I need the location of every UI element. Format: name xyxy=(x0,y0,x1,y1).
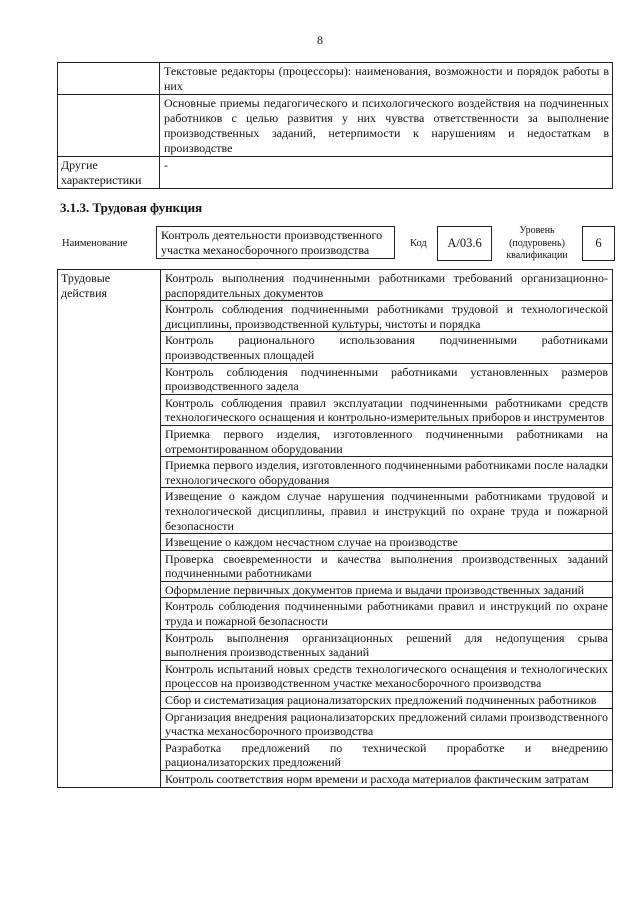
row-label xyxy=(58,63,160,95)
labor-action-item: Организация внедрения рационализаторских предложений силами производственного участка механосборочного производства xyxy=(161,708,613,739)
labor-action-item: Контроль соблюдения правил эксплуатации подчиненными работниками средств технологического оснащения и контрольно-измерительных приборов и инструментов xyxy=(161,394,613,425)
labor-action-item: Проверка своевременности и качества выполнения производственных заданий подчиненными работниками xyxy=(161,550,613,581)
level-label: Уровень (подуровень) квалификации xyxy=(506,225,568,261)
table-row xyxy=(58,63,613,95)
labor-action-item: Контроль соблюдения подчиненными работниками трудовой и технологической дисциплины, производственной культуры, чистоты и порядка xyxy=(161,301,613,332)
labor-action-item: Контроль испытаний новых средств технологического оснащения и технологических процессов на производственном участке механосборочного производства xyxy=(161,660,613,691)
labor-action-item: Приемка первого изделия, изготовленного подчиненными работниками на отремонтированном оборудовании xyxy=(161,425,613,456)
labor-action-item: Извещение о каждом несчастном случае на производстве xyxy=(161,534,613,551)
table-row xyxy=(58,157,613,189)
row-label xyxy=(58,95,160,157)
page-number: 8 xyxy=(317,33,323,47)
name-label: Наименование xyxy=(62,238,128,249)
table-row xyxy=(58,95,613,157)
labor-action-item: Оформление первичных документов приема и выдачи производственных заданий xyxy=(161,581,613,598)
row-text: - xyxy=(160,157,613,189)
knowledge-table xyxy=(57,62,613,189)
section-title: 3.1.3. Трудовая функция xyxy=(60,200,203,215)
row-text: Текстовые редакторы (процессоры): наименования, возможности и порядок работы в них xyxy=(160,63,613,95)
labor-action-item: Контроль рационального использования подчиненными работниками производственных площадей xyxy=(161,332,613,363)
table-row xyxy=(58,270,613,301)
code-label: Код xyxy=(410,238,427,249)
labor-action-item: Контроль соблюдения подчиненными работниками правил и инструкций по охране труда и пожарной безопасности xyxy=(161,598,613,629)
code-box: А/03.6 xyxy=(437,226,492,261)
row-label: Другие характеристики xyxy=(58,157,160,189)
labor-action-item: Контроль соответствия норм времени и расхода материалов фактическим затратам xyxy=(161,771,613,788)
labor-action-item: Контроль выполнения организационных решений для недопущения срыва выполнения производственных заданий xyxy=(161,629,613,660)
labor-action-item: Контроль выполнения подчиненными работниками требований организационно-распорядительных документов xyxy=(161,270,613,301)
labor-actions-label: Трудовые действия xyxy=(58,270,161,788)
labor-actions-table xyxy=(57,269,613,788)
function-name-box: Контроль деятельности производственного участка механосборочного производства xyxy=(156,226,395,259)
row-text: Основные приемы педагогического и психологического воздействия на подчиненных работников с целью развития у них чувства ответственности за выполнение производственных заданий, нетерпимости к нарушениям и недостаткам в производстве xyxy=(160,95,613,157)
labor-action-item: Сбор и систематизация рационализаторских предложений подчиненных работников xyxy=(161,692,613,709)
labor-action-item: Разработка предложений по технической проработке и внедрению рационализаторских предложений xyxy=(161,739,613,770)
labor-action-item: Извещение о каждом случае нарушения подчиненными работниками трудовой и технологической дисциплины, правил и инструкций по охране труда и пожарной безопасности xyxy=(161,488,613,534)
level-box: 6 xyxy=(582,226,615,261)
labor-action-item: Приемка первого изделия, изготовленного подчиненными работниками после наладки технологического оборудования xyxy=(161,457,613,488)
labor-action-item: Контроль соблюдения подчиненными работниками установленных размеров производственного задела xyxy=(161,363,613,394)
